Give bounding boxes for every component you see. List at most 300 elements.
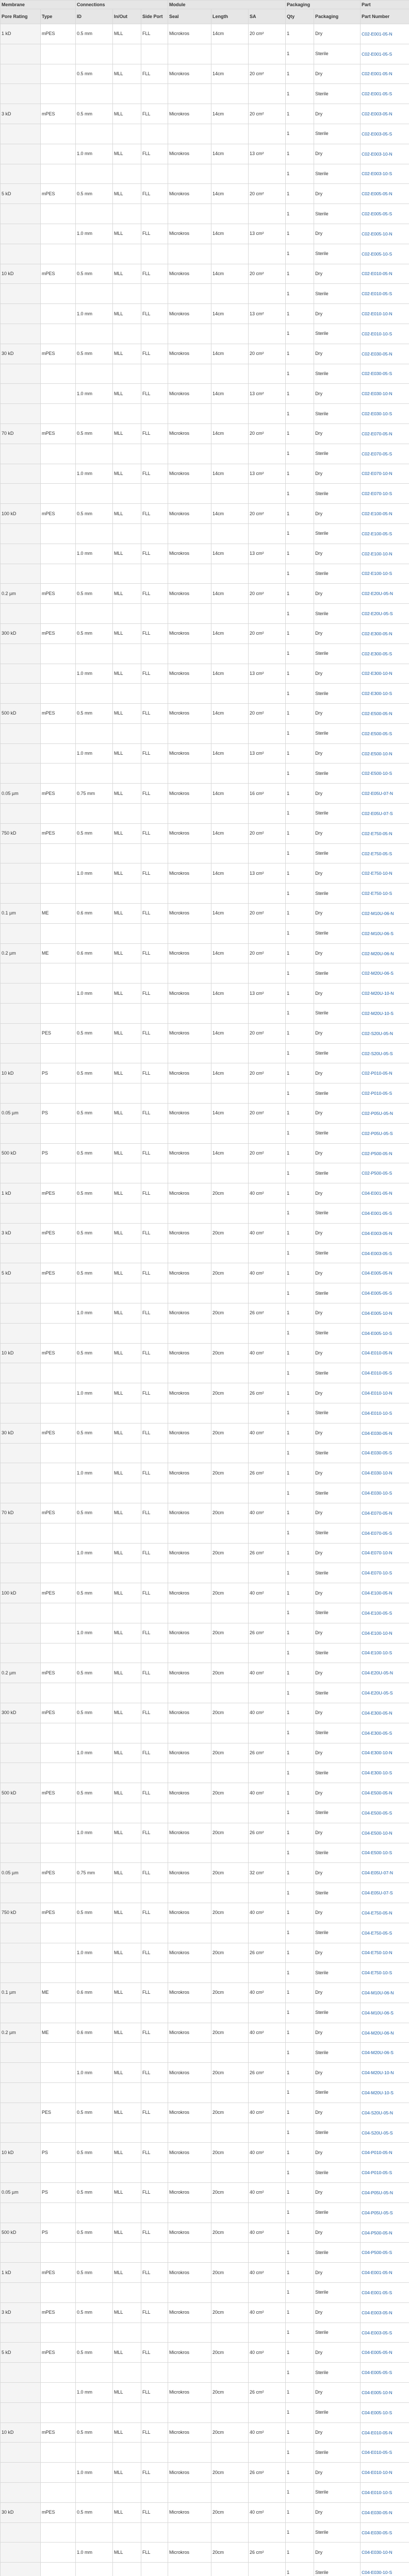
- part-number-link[interactable]: C02-E005-05-S: [362, 211, 392, 217]
- col-header-id[interactable]: ID: [76, 9, 113, 24]
- part-number-link[interactable]: C02-E005-05-N: [362, 191, 392, 197]
- cell-in-out: MLL: [113, 264, 141, 284]
- part-number-link[interactable]: C02-E005-10-S: [362, 251, 392, 257]
- cell-id: 0.6 mm: [76, 2023, 113, 2043]
- part-number-link[interactable]: C04-E010-10-S: [362, 2489, 392, 2495]
- cell-seal: [168, 44, 211, 64]
- cell-type: mPES: [41, 1343, 76, 1363]
- cell-pore-rating: [1, 64, 41, 84]
- cell-side-port: [141, 1763, 168, 1783]
- col-header-sa[interactable]: SA: [249, 9, 286, 24]
- table-row: [1, 2543, 409, 2563]
- part-number-link[interactable]: C04-E010-10-S: [362, 1410, 392, 1416]
- cell-type: [41, 2083, 76, 2103]
- part-number-link[interactable]: C02-E20U-05-N: [362, 591, 394, 597]
- cell-packaging: Dry: [314, 144, 361, 164]
- part-number-link[interactable]: C02-M20U-10-N: [362, 991, 394, 996]
- part-number-link[interactable]: C02-E300-05-N: [362, 631, 392, 636]
- cell-sa: 13 cm²: [249, 863, 286, 884]
- cell-in-out: MLL: [113, 623, 141, 643]
- cell-part-number: [361, 2263, 409, 2283]
- cell-length: 20cm: [211, 2143, 249, 2163]
- part-number-link[interactable]: C04-E010-10-N: [362, 2470, 392, 2476]
- cell-packaging: Sterile: [314, 2283, 361, 2303]
- cell-seal: Microkros: [168, 1303, 211, 1324]
- part-number-link[interactable]: C04-E100-05-S: [362, 1610, 392, 1616]
- cell-id: [76, 2123, 113, 2143]
- part-number-link[interactable]: C02-E500-10-N: [362, 751, 392, 756]
- cell-sa: [249, 124, 286, 144]
- cell-in-out: [113, 643, 141, 664]
- cell-packaging: Sterile: [314, 1283, 361, 1303]
- cell-pore-rating: 1 kD: [1, 2263, 41, 2283]
- cell-pore-rating: [1, 1483, 41, 1503]
- cell-in-out: [113, 884, 141, 904]
- cell-id: 0.5 mm: [76, 1063, 113, 1083]
- part-number-link[interactable]: C04-E030-05-S: [362, 1450, 392, 1456]
- part-number-link[interactable]: C02-P500-05-N: [362, 1150, 392, 1156]
- part-number-link[interactable]: C02-E500-05-N: [362, 710, 392, 716]
- cell-seal: Microkros: [168, 504, 211, 524]
- col-header-length[interactable]: Length: [211, 9, 249, 24]
- part-number-link[interactable]: C02-E070-05-S: [362, 451, 392, 456]
- part-number-link[interactable]: C04-E001-05-N: [362, 2270, 392, 2276]
- table-row: [1, 1603, 409, 1623]
- cell-type: PS: [41, 1063, 76, 1083]
- cell-packaging: Sterile: [314, 1563, 361, 1583]
- cell-type: [41, 1523, 76, 1543]
- cell-in-out: [113, 2522, 141, 2543]
- part-number-link[interactable]: C02-E001-05-S: [362, 91, 392, 97]
- part-number-link[interactable]: C04-E010-05-N: [362, 2430, 392, 2435]
- part-number-link[interactable]: C04-E005-05-S: [362, 1291, 392, 1296]
- cell-sa: [249, 1243, 286, 1263]
- part-number-link[interactable]: C02-E05U-07-S: [362, 810, 393, 816]
- part-number-link[interactable]: C02-E500-05-S: [362, 731, 392, 736]
- part-number-link[interactable]: C04-E003-05-S: [362, 1250, 392, 1256]
- cell-packaging: Dry: [314, 2302, 361, 2323]
- part-number-link[interactable]: C04-P010-05-S: [362, 2170, 392, 2176]
- part-number-link[interactable]: C02-P05U-05-N: [362, 1110, 394, 1116]
- cell-id: 0.5 mm: [76, 2422, 113, 2443]
- cell-seal: [168, 1483, 211, 1503]
- cell-length: [211, 1843, 249, 1863]
- part-number-link[interactable]: C04-E070-10-N: [362, 1550, 392, 1556]
- cell-packaging: Dry: [314, 224, 361, 244]
- cell-pore-rating: 3 kD: [1, 2302, 41, 2323]
- part-number-link[interactable]: C04-E005-10-N: [362, 2389, 392, 2395]
- part-number-link[interactable]: C02-E030-10-S: [362, 411, 392, 417]
- part-number-link[interactable]: C02-E100-10-N: [362, 551, 392, 556]
- part-number-link[interactable]: C04-E05U-07-S: [362, 1890, 393, 1895]
- cell-length: 20cm: [211, 2063, 249, 2083]
- part-number-link[interactable]: C04-E005-10-S: [362, 1330, 392, 1336]
- part-number-link[interactable]: C04-E005-10-N: [362, 1310, 392, 1316]
- cell-part-number: [361, 1903, 409, 1923]
- part-number-link[interactable]: C04-E030-10-N: [362, 2550, 392, 2555]
- part-number-link[interactable]: C02-M20U-10-S: [362, 1010, 394, 1016]
- part-number-link[interactable]: C04-E010-05-S: [362, 2450, 392, 2455]
- part-number-link[interactable]: C04-E001-05-S: [362, 1210, 392, 1216]
- cell-part-number: [361, 2103, 409, 2123]
- part-number-link[interactable]: C02-E070-05-N: [362, 431, 392, 436]
- part-number-link[interactable]: C02-E100-05-N: [362, 511, 392, 517]
- cell-qty: 1: [286, 364, 314, 384]
- cell-id: 1.0 mm: [76, 1463, 113, 1483]
- part-number-link[interactable]: C04-E100-10-S: [362, 1650, 392, 1656]
- part-number-link[interactable]: C04-E100-05-N: [362, 1590, 392, 1596]
- part-number-link[interactable]: C02-E100-05-S: [362, 531, 392, 536]
- part-number-link[interactable]: C02-E500-10-S: [362, 771, 392, 776]
- col-header-part-number[interactable]: Part Number: [361, 9, 409, 24]
- cell-type: [41, 2443, 76, 2463]
- cell-sa: [249, 1803, 286, 1823]
- cell-part-number: [361, 264, 409, 284]
- part-number-link[interactable]: C04-E003-05-N: [362, 2310, 392, 2315]
- cell-side-port: FLL: [141, 1503, 168, 1523]
- cell-packaging: Dry: [314, 2343, 361, 2363]
- cell-side-port: FLL: [141, 2143, 168, 2163]
- cell-part-number: [361, 904, 409, 924]
- part-number-link[interactable]: C02-E100-10-S: [362, 571, 392, 577]
- cell-packaging: Dry: [314, 2143, 361, 2163]
- cell-part-number: [361, 304, 409, 324]
- part-number-link[interactable]: C02-E030-10-N: [362, 391, 392, 397]
- cell-packaging: Sterile: [314, 1243, 361, 1263]
- part-number-link[interactable]: C04-E750-05-N: [362, 1910, 392, 1916]
- cell-sa: [249, 2363, 286, 2383]
- cell-length: [211, 44, 249, 64]
- part-number-link[interactable]: C04-E100-10-N: [362, 1630, 392, 1636]
- cell-type: [41, 324, 76, 344]
- part-number-link[interactable]: C02-E005-10-N: [362, 231, 392, 236]
- cell-packaging: Sterile: [314, 1163, 361, 1183]
- cell-part-number: [361, 1523, 409, 1543]
- part-number-link[interactable]: C04-S20U-05-N: [362, 2110, 394, 2115]
- cell-side-port: FLL: [141, 224, 168, 244]
- cell-length: 14cm: [211, 104, 249, 124]
- part-number-link[interactable]: C02-E001-05-S: [362, 51, 392, 57]
- cell-type: [41, 2063, 76, 2083]
- cell-id: 0.5 mm: [76, 1423, 113, 1443]
- cell-part-number: [361, 1843, 409, 1863]
- cell-pore-rating: [1, 1803, 41, 1823]
- cell-type: [41, 2003, 76, 2023]
- table-row: [1, 1503, 409, 1523]
- part-number-link[interactable]: C02-P010-05-S: [362, 1091, 392, 1096]
- part-number-link[interactable]: C02-E003-10-N: [362, 151, 392, 157]
- part-number-link[interactable]: C04-E003-05-S: [362, 2330, 392, 2335]
- cell-sa: [249, 2083, 286, 2103]
- cell-part-number: [361, 863, 409, 884]
- cell-qty: 1: [286, 1283, 314, 1303]
- cell-sa: [249, 1563, 286, 1583]
- cell-part-number: [361, 204, 409, 224]
- cell-qty: 1: [286, 2483, 314, 2503]
- part-number-link[interactable]: C02-E003-05-N: [362, 111, 392, 117]
- cell-packaging: Sterile: [314, 364, 361, 384]
- cell-sa: [249, 284, 286, 304]
- cell-length: 14cm: [211, 184, 249, 204]
- cell-length: 14cm: [211, 1104, 249, 1124]
- cell-packaging: Dry: [314, 823, 361, 843]
- cell-length: [211, 284, 249, 304]
- part-number-link[interactable]: C04-E070-05-S: [362, 1530, 392, 1536]
- cell-id: [76, 1643, 113, 1663]
- part-number-link[interactable]: C02-S20U-05-N: [362, 1030, 394, 1036]
- cell-sa: 20 cm²: [249, 1104, 286, 1124]
- cell-part-number: [361, 384, 409, 404]
- part-number-link[interactable]: C04-E001-05-N: [362, 1191, 392, 1196]
- cell-side-port: [141, 124, 168, 144]
- part-number-link[interactable]: C04-P05U-05-S: [362, 2210, 393, 2215]
- part-number-link[interactable]: C04-E005-05-N: [362, 2350, 392, 2355]
- col-header-seal[interactable]: Seal: [168, 9, 211, 24]
- cell-id: [76, 643, 113, 664]
- cell-type: ME: [41, 2023, 76, 2043]
- part-number-link[interactable]: C02-E003-05-S: [362, 131, 392, 137]
- cell-pore-rating: 500 kD: [1, 1143, 41, 1163]
- part-number-link[interactable]: C02-E003-10-S: [362, 171, 392, 177]
- cell-in-out: MLL: [113, 1663, 141, 1683]
- part-number-link[interactable]: C02-S20U-05-S: [362, 1050, 393, 1056]
- part-number-link[interactable]: C04-M20U-10-S: [362, 2090, 394, 2095]
- cell-pore-rating: [1, 984, 41, 1004]
- cell-part-number: [361, 1863, 409, 1883]
- part-number-link[interactable]: C04-E05U-07-N: [362, 1870, 394, 1876]
- part-number-link[interactable]: C02-E070-10-S: [362, 491, 392, 497]
- table-row: [1, 1443, 409, 1463]
- cell-id: [76, 244, 113, 264]
- cell-type: [41, 2543, 76, 2563]
- part-number-link[interactable]: C02-E05U-07-N: [362, 791, 394, 796]
- part-number-link[interactable]: C04-E500-10-N: [362, 1830, 392, 1836]
- cell-qty: 1: [286, 2402, 314, 2422]
- cell-qty: 1: [286, 664, 314, 684]
- cell-in-out: MLL: [113, 1983, 141, 2003]
- cell-side-port: FLL: [141, 1143, 168, 1163]
- cell-seal: Microkros: [168, 264, 211, 284]
- cell-qty: 1: [286, 604, 314, 624]
- col-header-qty[interactable]: Qty: [286, 9, 314, 24]
- part-number-link[interactable]: C04-E500-10-S: [362, 1850, 392, 1856]
- part-number-link[interactable]: C02-M10U-06-S: [362, 930, 394, 936]
- cell-qty: 1: [286, 2283, 314, 2303]
- part-number-link[interactable]: C02-E20U-05-S: [362, 611, 393, 616]
- table-row: [1, 564, 409, 584]
- cell-id: 1.0 mm: [76, 1303, 113, 1324]
- col-header-packaging[interactable]: Packaging: [314, 9, 361, 24]
- table-row: [1, 44, 409, 64]
- cell-seal: [168, 884, 211, 904]
- cell-sa: 40 cm²: [249, 1343, 286, 1363]
- part-number-link[interactable]: C04-E005-05-S: [362, 2370, 392, 2376]
- cell-side-port: [141, 1803, 168, 1823]
- part-number-link[interactable]: C04-E300-05-S: [362, 1730, 392, 1736]
- table-row: [1, 943, 409, 963]
- part-number-link[interactable]: C04-M10U-06-N: [362, 1990, 394, 1995]
- part-number-link[interactable]: C02-E010-05-N: [362, 271, 392, 277]
- part-number-link[interactable]: C04-E500-05-S: [362, 1810, 392, 1816]
- cell-part-number: [361, 1643, 409, 1663]
- table-row: [1, 2522, 409, 2543]
- cell-in-out: MLL: [113, 1903, 141, 1923]
- cell-length: 20cm: [211, 1463, 249, 1483]
- table-row: [1, 544, 409, 564]
- cell-type: mPES: [41, 1263, 76, 1283]
- part-number-link[interactable]: C04-E003-05-N: [362, 1230, 392, 1236]
- cell-id: [76, 2283, 113, 2303]
- cell-pore-rating: [1, 304, 41, 324]
- cell-side-port: FLL: [141, 264, 168, 284]
- cell-id: 1.0 mm: [76, 144, 113, 164]
- cell-qty: 1: [286, 2123, 314, 2143]
- part-number-link[interactable]: C04-P05U-05-N: [362, 2190, 394, 2195]
- cell-packaging: Sterile: [314, 2402, 361, 2422]
- part-number-link[interactable]: C04-M10U-06-S: [362, 2010, 394, 2015]
- cell-type: [41, 723, 76, 743]
- part-number-link[interactable]: C04-P010-05-N: [362, 2150, 392, 2156]
- cell-pore-rating: [1, 2363, 41, 2383]
- part-number-link[interactable]: C02-E001-05-N: [362, 71, 392, 77]
- cell-length: [211, 2123, 249, 2143]
- cell-id: 1.0 mm: [76, 1623, 113, 1643]
- part-number-link[interactable]: C04-E300-10-S: [362, 1770, 392, 1776]
- part-number-link[interactable]: C04-E070-10-S: [362, 1570, 392, 1576]
- col-header-side-port[interactable]: Side Port: [141, 9, 168, 24]
- cell-length: [211, 1443, 249, 1463]
- table-row: [1, 64, 409, 84]
- cell-packaging: Sterile: [314, 2443, 361, 2463]
- cell-seal: Microkros: [168, 2502, 211, 2522]
- part-number-link[interactable]: C02-E010-05-S: [362, 291, 392, 297]
- part-number-link[interactable]: C04-E001-05-S: [362, 2290, 392, 2295]
- part-number-link[interactable]: C02-E010-10-N: [362, 311, 392, 317]
- part-number-link[interactable]: C04-E300-10-N: [362, 1750, 392, 1756]
- cell-length: 14cm: [211, 144, 249, 164]
- cell-side-port: [141, 244, 168, 264]
- part-number-link[interactable]: C04-M20U-06-S: [362, 2050, 394, 2056]
- part-number-link[interactable]: C04-E030-10-S: [362, 1490, 392, 1496]
- part-number-link[interactable]: C04-E750-05-S: [362, 1930, 392, 1936]
- table-row: [1, 604, 409, 624]
- part-number-link[interactable]: C02-P05U-05-S: [362, 1130, 393, 1136]
- part-number-link[interactable]: C04-E010-10-N: [362, 1391, 392, 1396]
- part-number-link[interactable]: C02-E010-10-S: [362, 331, 392, 336]
- cell-sa: 40 cm²: [249, 1583, 286, 1603]
- col-header-in-out[interactable]: In/Out: [113, 9, 141, 24]
- part-number-link[interactable]: C02-E070-10-N: [362, 471, 392, 477]
- part-number-link[interactable]: C04-E030-10-N: [362, 1470, 392, 1476]
- cell-in-out: MLL: [113, 863, 141, 884]
- part-number-link[interactable]: C04-E20U-05-S: [362, 1690, 393, 1696]
- cell-side-port: [141, 2043, 168, 2063]
- part-number-link[interactable]: C04-E010-05-N: [362, 1350, 392, 1356]
- part-number-link[interactable]: C02-M10U-06-N: [362, 910, 394, 916]
- part-number-link[interactable]: C02-E300-10-N: [362, 671, 392, 676]
- cell-seal: Microkros: [168, 1543, 211, 1563]
- part-number-link[interactable]: C04-P500-05-N: [362, 2230, 392, 2235]
- part-number-link[interactable]: C02-P010-05-N: [362, 1071, 392, 1076]
- cell-id: [76, 1843, 113, 1863]
- cell-in-out: [113, 1363, 141, 1383]
- cell-type: [41, 2383, 76, 2403]
- cell-side-port: [141, 84, 168, 104]
- cell-side-port: FLL: [141, 623, 168, 643]
- cell-length: 20cm: [211, 1903, 249, 1923]
- cell-part-number: [361, 743, 409, 764]
- part-number-link[interactable]: C04-E300-05-N: [362, 1710, 392, 1716]
- part-number-link[interactable]: C02-E750-05-N: [362, 831, 392, 836]
- cell-sa: 40 cm²: [249, 1423, 286, 1443]
- part-number-link[interactable]: C04-E500-05-N: [362, 1790, 392, 1796]
- col-header-pore-rating[interactable]: Pore Rating: [1, 9, 41, 24]
- part-number-link[interactable]: C04-E030-05-N: [362, 1430, 392, 1436]
- part-number-link[interactable]: C04-E010-05-S: [362, 1370, 392, 1376]
- part-number-link[interactable]: C04-E070-05-N: [362, 1510, 392, 1516]
- part-number-link[interactable]: C02-E030-05-N: [362, 351, 392, 357]
- cell-seal: [168, 604, 211, 624]
- part-number-link[interactable]: C02-P500-05-S: [362, 1171, 392, 1176]
- part-number-link[interactable]: C02-E750-10-N: [362, 871, 392, 876]
- part-number-link[interactable]: C04-S20U-05-S: [362, 2130, 393, 2136]
- part-number-link[interactable]: C04-E750-10-N: [362, 1950, 392, 1956]
- part-number-link[interactable]: C02-E300-05-S: [362, 651, 392, 656]
- cell-in-out: MLL: [113, 2343, 141, 2363]
- part-number-link[interactable]: C04-E005-05-N: [362, 1270, 392, 1276]
- part-number-link[interactable]: C02-E001-05-N: [362, 31, 392, 37]
- part-number-link[interactable]: C04-E750-10-S: [362, 1970, 392, 1976]
- cell-qty: 1: [286, 1503, 314, 1523]
- cell-sa: 40 cm²: [249, 2343, 286, 2363]
- cell-sa: 40 cm²: [249, 1503, 286, 1523]
- part-number-link[interactable]: C04-E005-10-S: [362, 2410, 392, 2415]
- cell-in-out: [113, 484, 141, 504]
- cell-pore-rating: 0.05 µm: [1, 784, 41, 804]
- part-number-link[interactable]: C02-E750-05-S: [362, 851, 392, 856]
- cell-sa: 13 cm²: [249, 743, 286, 764]
- cell-part-number: [361, 1983, 409, 2003]
- part-number-link[interactable]: C04-M20U-10-N: [362, 2070, 394, 2076]
- cell-sa: [249, 1083, 286, 1104]
- cell-sa: 40 cm²: [249, 1223, 286, 1243]
- cell-part-number: [361, 564, 409, 584]
- cell-side-port: [141, 284, 168, 304]
- part-number-link[interactable]: C04-E030-05-N: [362, 2510, 392, 2515]
- col-header-type[interactable]: Type: [41, 9, 76, 24]
- cell-part-number: [361, 1463, 409, 1483]
- part-number-link[interactable]: C04-E030-10-S: [362, 2570, 392, 2575]
- part-number-link[interactable]: C02-E030-05-S: [362, 371, 392, 377]
- part-number-link[interactable]: C04-E030-05-S: [362, 2530, 392, 2535]
- cell-type: [41, 1763, 76, 1783]
- part-number-link[interactable]: C02-M20U-06-S: [362, 971, 394, 976]
- cell-id: [76, 1963, 113, 1983]
- cell-part-number: [361, 2083, 409, 2103]
- cell-part-number: [361, 1183, 409, 1204]
- cell-seal: Microkros: [168, 904, 211, 924]
- cell-in-out: [113, 2083, 141, 2103]
- part-number-link[interactable]: C04-M20U-06-N: [362, 2030, 394, 2036]
- part-number-link[interactable]: C04-P500-05-S: [362, 2250, 392, 2256]
- part-number-link[interactable]: C02-E750-10-S: [362, 891, 392, 896]
- table-row: [1, 984, 409, 1004]
- cell-seal: Microkros: [168, 2023, 211, 2043]
- part-number-link[interactable]: C02-E300-10-S: [362, 691, 392, 697]
- cell-qty: 1: [286, 124, 314, 144]
- part-number-link[interactable]: C02-M20U-06-N: [362, 951, 394, 956]
- part-number-link[interactable]: C04-E20U-05-N: [362, 1670, 394, 1676]
